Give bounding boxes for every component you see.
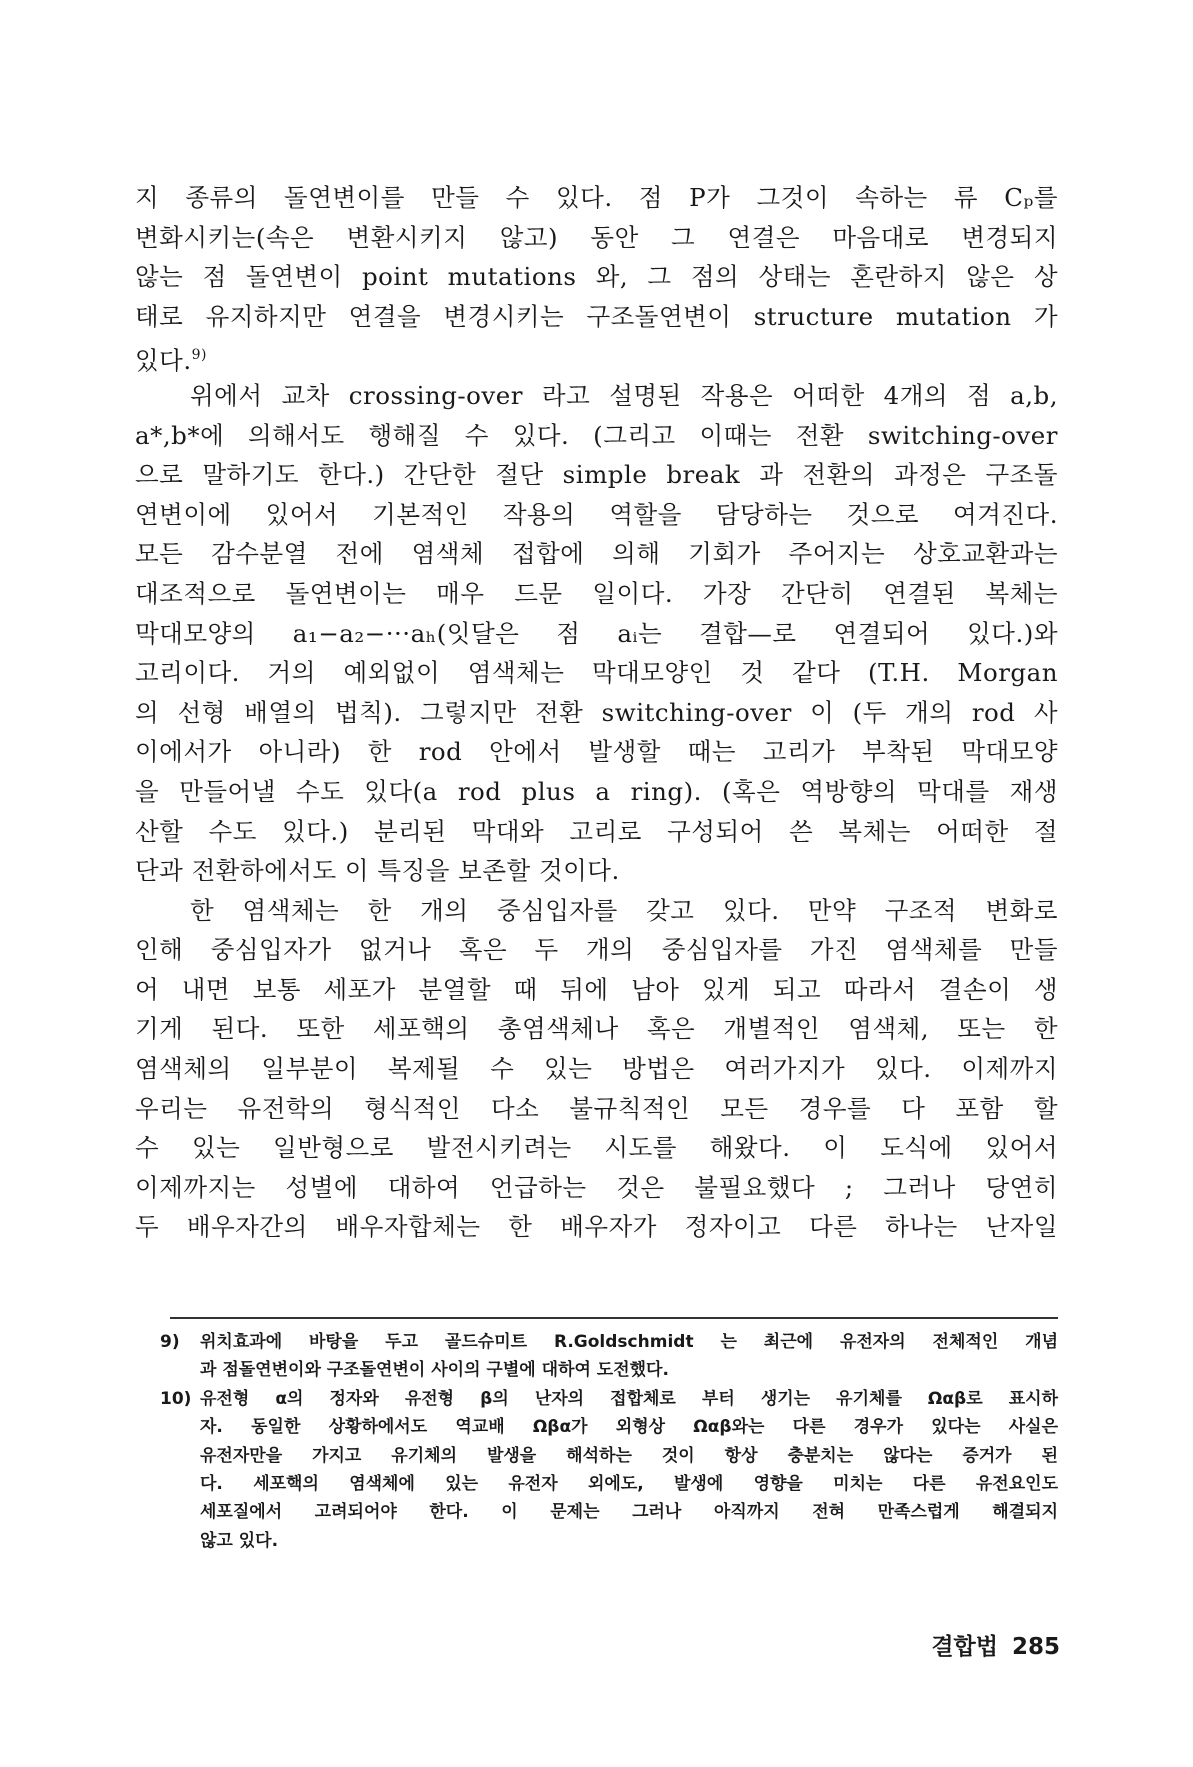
body-line-text: 수 있는 일반형으로 발전시키려는 시도를 해왔다. 이 도식에 있어서 (135, 1133, 1058, 1163)
body-line-text: 산할 수도 있다.) 분리된 막대와 고리로 구성되어 쓴 복체는 어떠한 절 (135, 816, 1058, 846)
body-line-text: 두 배우자간의 배우자합체는 한 배우자가 정자이고 다른 하나는 난자일 (135, 1212, 1058, 1242)
footnote-number: 9) (160, 1332, 180, 1352)
body-line-text: 이에서가 아니라) 한 rod 안에서 발생할 때는 고리가 부착된 막대모양 (135, 737, 1058, 767)
footnote-number: 10) (160, 1388, 192, 1409)
body-line (135, 1049, 1058, 1089)
body-line (135, 812, 1058, 852)
body-line (135, 495, 1058, 535)
body-line-text: 막대모양의 a₁−a₂−···aₕ(잇달은 점 aᵢ는 결합—로 연결되어 있다.)와 (135, 618, 1058, 648)
body-line (135, 376, 1058, 416)
footnote (160, 1385, 1058, 1555)
body-line (135, 257, 1058, 297)
footnote-line: 자. 동일한 상황하에서도 역교배 Ωβα가 외형상 Ωαβ와는 다른 경우가 있다는 사실은 (200, 1417, 1058, 1438)
body-line-text: 어 내면 보통 세포가 분열할 때 뒤에 남아 있게 되고 따라서 결손이 생 (135, 974, 1058, 1004)
body-line (135, 891, 1058, 931)
body-line-text: 지 종류의 돌연변이를 만들 수 있다. 점 P가 그것이 속하는 류 Cₚ를 (135, 183, 1058, 212)
body-line (135, 653, 1058, 693)
body-line-text: 대조적으로 돌연변이는 매우 드문 일이다. 가장 간단히 연결된 복체는 (135, 578, 1058, 608)
body-line (135, 732, 1058, 772)
body-line (135, 218, 1058, 258)
footnote-divider (170, 1317, 1058, 1319)
body-line-text: 위에서 교차 crossing-over 라고 설명된 작용은 어떠한 4개의 점 a,b, (190, 380, 1058, 410)
body-text (135, 178, 1058, 1247)
footnote-line: 다. 세포핵의 염색체에 있는 유전자 외에도, 발생에 영향을 미치는 다른 유전요인도 (200, 1473, 1058, 1494)
body-line (135, 970, 1058, 1010)
body-line-text: 인해 중심입자가 없거나 혹은 두 개의 중심입자를 가진 염색체를 만들 (135, 935, 1058, 965)
body-line (135, 574, 1058, 614)
body-line-text: 이제까지는 성별에 대하여 언급하는 것은 불필요했다 ; 그러나 당연히 (135, 1172, 1058, 1202)
body-line-text: 으로 말하기도 한다.) 간단한 절단 simple break 과 전환의 과정은 구조돌 (135, 460, 1058, 490)
footnote-line: 과 점돌연변이와 구조돌연변이 사이의 구별에 대하여 도전했다. (200, 1360, 669, 1381)
body-line-text: 단과 전환하에서도 이 특징을 보존할 것이다. (135, 856, 620, 886)
body-line (135, 178, 1058, 218)
body-line (135, 693, 1058, 733)
body-line-text: 있다. (135, 346, 192, 376)
body-line-text: 우리는 유전학의 형식적인 다소 불규칙적인 모든 경우를 다 포함 할 (135, 1093, 1058, 1123)
body-line-text: 의 선형 배열의 법칙). 그렇지만 전환 switching-over 이 (두 개의 rod 사 (135, 697, 1058, 727)
body-line-text: 연변이에 있어서 기본적인 작용의 역할을 담당하는 것으로 여겨진다. (135, 499, 1058, 529)
body-line (135, 930, 1058, 970)
body-line (135, 851, 1058, 891)
body-line-text: a*,b*에 의해서도 행해질 수 있다. (그리고 이때는 전환 switching-over (135, 420, 1058, 450)
body-line (135, 1168, 1058, 1208)
body-line-text: 기게 된다. 또한 세포핵의 총염색체나 혹은 개별적인 염색체, 또는 한 (135, 1014, 1058, 1044)
body-line (135, 534, 1058, 574)
body-line-text: 한 염색체는 한 개의 중심입자를 갖고 있다. 만약 구조적 변화로 (190, 895, 1058, 925)
footnote-line: 유전형 α의 정자와 유전형 β의 난자의 접합체로 부터 생기는 유기체를 Ωαβ로 표시하 (200, 1388, 1058, 1409)
body-line (135, 336, 1058, 376)
body-line (135, 772, 1058, 812)
footnote-reference: 9) (191, 347, 207, 364)
body-line-text: 염색체의 일부분이 복제될 수 있는 방법은 여러가지가 있다. 이제까지 (135, 1054, 1058, 1084)
body-line (135, 614, 1058, 654)
body-line (135, 1207, 1058, 1247)
page-number: 285 (1011, 1634, 1060, 1660)
body-line-text: 않는 점 돌연변이 point mutations 와, 그 점의 상태는 혼란하지 않은 상 (135, 262, 1058, 292)
footnote-line: 위치효과에 바탕을 두고 골드슈미트 R.Goldschmidt 는 최근에 유전자의 전체적인 개념 (200, 1332, 1058, 1352)
body-line (135, 455, 1058, 495)
footnote-line: 않고 있다. (200, 1530, 279, 1551)
footnote-line: 세포질에서 고려되어야 한다. 이 문제는 그러나 아직까지 전혀 만족스럽게 해결되지 (200, 1502, 1058, 1523)
body-line-text: 고리이다. 거의 예외없이 염색체는 막대모양인 것 같다 (T.H. Morgan (135, 658, 1058, 688)
body-line (135, 1128, 1058, 1168)
footnote (160, 1328, 1058, 1385)
body-line (135, 297, 1058, 337)
body-line-text: 모든 감수분열 전에 염색체 접합에 의해 기회가 주어지는 상호교환과는 (135, 539, 1058, 569)
body-line (135, 1009, 1058, 1049)
body-line (135, 1089, 1058, 1129)
chapter-title: 결합법 (931, 1634, 998, 1660)
footnotes (160, 1328, 1058, 1555)
body-line-text: 을 만들어낼 수도 있다(a rod plus a ring). (혹은 역방향의 막대를 재생 (135, 776, 1058, 806)
running-footer (860, 1628, 1060, 1661)
footnote-line: 유전자만을 가지고 유기체의 발생을 해석하는 것이 항상 충분치는 않다는 증거가 된 (200, 1445, 1058, 1466)
body-line (135, 416, 1058, 456)
body-line-text: 태로 유지하지만 연결을 변경시키는 구조돌연변이 structure mutation 가 (135, 301, 1058, 331)
body-line-text: 변화시키는(속은 변환시키지 않고) 동안 그 연결은 마음대로 변경되지 (135, 222, 1058, 252)
